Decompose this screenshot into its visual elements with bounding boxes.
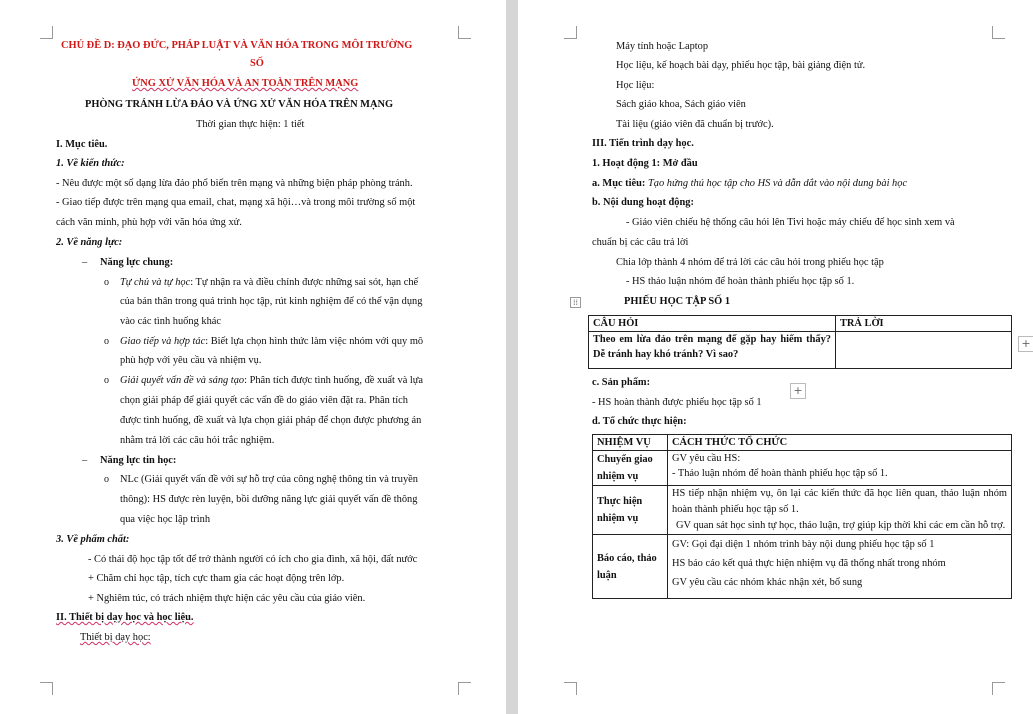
paragraph: Học liệu: — [616, 80, 655, 91]
paragraph: - HS hoàn thành được phiếu học tập số 1 — [592, 397, 762, 408]
corner-mark — [564, 682, 577, 695]
page-gap — [506, 0, 518, 714]
list-item-cont: qua việc học lập trình — [120, 514, 211, 525]
topic-title: CHỦ ĐỀ D: ĐẠO ĐỨC, PHÁP LUẬT VÀ VĂN HÓA TRONG MÔI TRƯỜNG — [61, 40, 413, 51]
paragraph: - HS thảo luận nhóm để hoàn thành phiếu học tập số 1. — [626, 276, 855, 287]
table-cell: GV yêu cầu HS: - Thảo luận nhóm để hoàn thành phiếu học tập số 1. — [668, 451, 1012, 486]
paragraph: Tài liệu (giáo viên đã chuẩn bị trước). — [616, 119, 774, 130]
subsection-heading: 3. Về phẩm chất: — [56, 534, 130, 545]
corner-mark — [458, 682, 471, 695]
section-heading: III. Tiến trình dạy học. — [592, 138, 694, 149]
table-header: CÁCH THỨC TỔ CHỨC — [668, 435, 1012, 451]
worksheet-table — [588, 315, 1012, 369]
paragraph: b. Nội dung hoạt động: — [592, 197, 694, 208]
corner-mark — [992, 682, 1005, 695]
paragraph: Học liệu, kế hoạch bài dạy, phiếu học tập, bài giảng điện tử. — [616, 60, 866, 71]
paragraph: - Giáo viên chiếu hệ thống câu hỏi lên Tivi hoặc máy chiếu để học sinh xem và — [626, 217, 955, 228]
corner-mark — [458, 26, 471, 39]
circle-bullet-icon: o — [104, 474, 109, 485]
list-item: Tự chủ và tự học: Tự nhận ra và điều chỉnh được những sai sót, hạn chế — [120, 277, 419, 288]
paragraph: Máy tính hoặc Laptop — [616, 41, 709, 52]
dash-bullet: – — [82, 257, 88, 268]
organization-table — [592, 434, 1012, 599]
table-cell: Thực hiện nhiệm vụ — [593, 486, 668, 535]
corner-mark — [40, 682, 53, 695]
corner-mark — [40, 26, 53, 39]
worksheet-title: PHIẾU HỌC TẬP SỐ 1 — [624, 296, 731, 307]
subsection-heading: 1. Hoạt động 1: Mở đầu — [592, 158, 698, 169]
section-heading: II. Thiết bị dạy học và học liệu. — [56, 612, 194, 623]
document-page-2[interactable] — [518, 0, 1033, 714]
lesson-title: ỨNG XỬ VĂN HÓA VÀ AN TOÀN TRÊN MẠNG — [132, 78, 359, 89]
list-item-cont: thông): HS được rèn luyện, bồi dưỡng năng lực giải quyết vấn đề thông — [120, 494, 418, 505]
corner-mark — [564, 26, 577, 39]
dash-bullet: – — [82, 455, 88, 466]
paragraph: - Có thái độ học tập tốt để trở thành người có ích cho gia đình, xã hội, đất nước — [88, 554, 418, 565]
paragraph: - Nêu được một số dạng lừa đảo phổ biến trên mạng và những biện pháp phòng tránh. — [56, 178, 413, 189]
table-header: CÂU HỎI — [589, 316, 836, 332]
table-move-handle-icon[interactable]: ⁞⁞ — [570, 297, 581, 308]
list-item: Giải quyết vấn đề và sáng tạo: Phân tích được tình huống, đề xuất và lựa — [120, 375, 424, 386]
paragraph: c. Sản phẩm: — [592, 377, 651, 388]
table-cell: Báo cáo, thảo luận — [593, 535, 668, 599]
paragraph: + Nghiêm túc, có trách nhiệm thực hiện các yêu cầu của giáo viên. — [88, 593, 366, 604]
paragraph: Thiết bị dạy học: — [80, 632, 151, 643]
list-item-cont: chọn giải pháp để giải quyết các vấn đề do giáo viên đặt ra. Phân tích — [120, 395, 408, 406]
table-cell: Theo em lừa đảo trên mạng để gặp hay hiếm thấy? Dễ tránh hay khó tránh? Vì sao? — [589, 332, 836, 369]
circle-bullet-icon: o — [104, 336, 109, 347]
paragraph: a. Mục tiêu: Tạo hứng thú học tập cho HS và dẫn dắt vào nội dung bài học — [592, 178, 908, 189]
list-heading: Năng lực chung: — [100, 257, 174, 268]
table-header: NHIỆM VỤ — [593, 435, 668, 451]
paragraph: Chia lớp thành 4 nhóm để trả lời các câu hỏi trong phiếu học tập — [616, 257, 884, 268]
list-item-cont: phù hợp với yêu cầu và nhiệm vụ. — [120, 355, 262, 366]
add-column-icon[interactable]: + — [1018, 336, 1033, 352]
list-item-cont: của bản thân trong quá trình học tập, rút kinh nghiệm để có thể vận dụng — [120, 296, 423, 307]
list-item-cont: được tình huống, đề xuất và lựa chọn giải pháp để chọn được phương án — [120, 415, 422, 426]
list-item-cont: nhằm trả lời các câu hỏi trắc nghiệm. — [120, 435, 275, 446]
table-cell[interactable] — [836, 332, 1012, 369]
time-text: Thời gian thực hiện: 1 tiết — [196, 119, 305, 130]
add-row-icon[interactable]: + — [790, 383, 806, 399]
circle-bullet-icon: o — [104, 375, 109, 386]
sub-title: PHÒNG TRÁNH LỪA ĐẢO VÀ ỨNG XỬ VĂN HÓA TRÊN MẠNG — [85, 99, 394, 110]
circle-bullet-icon: o — [104, 277, 109, 288]
table-header: TRẢ LỜI — [836, 316, 1012, 332]
section-heading: I. Mục tiêu. — [56, 139, 108, 150]
subsection-heading: 1. Về kiến thức: — [56, 158, 125, 169]
document-page-1[interactable] — [0, 0, 506, 714]
corner-mark — [992, 26, 1005, 39]
paragraph: cách văn minh, phù hợp với văn hóa ứng xử. — [56, 217, 242, 228]
table-cell: Chuyển giao nhiệm vụ — [593, 451, 668, 486]
list-heading: Năng lực tin học: — [100, 455, 177, 466]
topic-title-cont: SỐ — [250, 58, 264, 69]
table-cell: GV: Gọi đại diện 1 nhóm trình bày nội dung phiếu học tập số 1 HS báo cáo kết quả thực hiện nhiệm vụ đã thống nhất trong nhóm GV yêu cầu các nhóm khác nhận xét, bổ sung — [668, 535, 1012, 599]
paragraph: Sách giáo khoa, Sách giáo viên — [616, 99, 746, 110]
paragraph: + Chăm chỉ học tập, tích cực tham gia các hoạt động trên lớp. — [88, 573, 345, 584]
list-item: Giao tiếp và hợp tác: Biết lựa chọn hình thức làm việc nhóm với quy mô — [120, 336, 424, 347]
paragraph: chuẩn bị các câu trả lời — [592, 237, 689, 248]
paragraph: - Giao tiếp được trên mạng qua email, chat, mạng xã hội…và trong môi trường số một — [56, 197, 416, 208]
subsection-heading: 2. Về năng lực: — [56, 237, 123, 248]
table-cell: HS tiếp nhận nhiệm vụ, ôn lại các kiến thức đã học liên quan, thảo luận nhóm hoàn thành phiếu học tập số 1. GV quan sát học sinh tự học, thảo luận, trợ giúp kịp thời khi các em cần hỗ trợ. — [668, 486, 1012, 535]
list-item: NLc (Giải quyết vấn đề với sự hỗ trợ của công nghệ thông tin và truyền — [120, 474, 418, 485]
list-item-cont: vào các tình huống khác — [120, 316, 221, 327]
paragraph: d. Tổ chức thực hiện: — [592, 416, 687, 427]
